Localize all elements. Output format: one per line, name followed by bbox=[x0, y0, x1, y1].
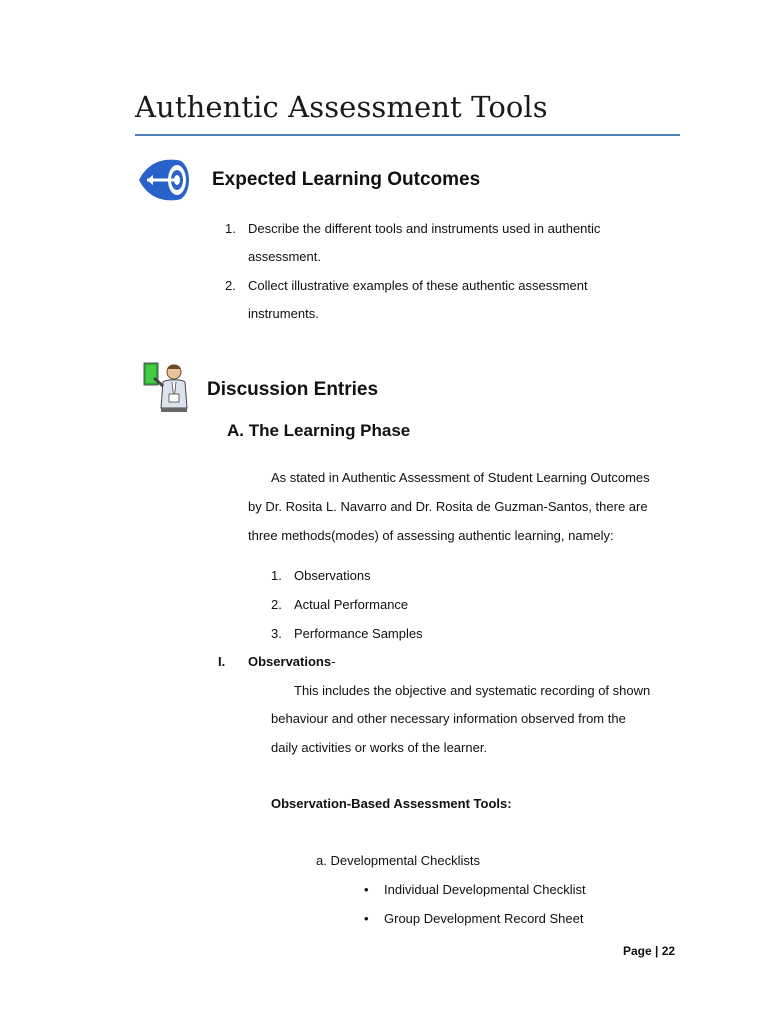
sub-item: a. Developmental Checklists bbox=[316, 853, 481, 868]
outcome-number: 1. bbox=[225, 221, 236, 236]
paragraph-line: behaviour and other necessary information observed from the bbox=[271, 711, 626, 726]
roman-heading-suffix: - bbox=[331, 654, 336, 669]
paragraph-line: As stated in Authentic Assessment of Student Learning Outcomes bbox=[271, 470, 650, 485]
roman-numeral: I. bbox=[218, 654, 226, 669]
outcome-text: instruments. bbox=[248, 306, 319, 321]
teacher-icon bbox=[142, 360, 192, 419]
method-label: Performance Samples bbox=[294, 626, 423, 641]
roman-heading-label: Observations bbox=[248, 654, 332, 669]
title-underline bbox=[135, 134, 680, 136]
page-label: Page bbox=[623, 944, 652, 958]
page-title: Authentic Assessment Tools bbox=[135, 90, 548, 124]
outcome-text: assessment. bbox=[248, 249, 321, 264]
page-number: 22 bbox=[661, 944, 676, 958]
paragraph-line: This includes the objective and systematic recording of shown bbox=[294, 683, 651, 698]
method-number: 3. bbox=[271, 626, 282, 641]
section-heading: A. The Learning Phase bbox=[227, 421, 411, 440]
method-label: Observations bbox=[294, 568, 371, 583]
bullet-glyph: • bbox=[364, 882, 369, 897]
page-separator: | bbox=[655, 944, 659, 958]
target-icon bbox=[133, 150, 195, 215]
outcome-text: Describe the different tools and instruments used in authentic bbox=[248, 221, 601, 236]
roman-heading bbox=[248, 654, 335, 669]
method-label: Actual Performance bbox=[294, 597, 409, 612]
outcomes-heading: Expected Learning Outcomes bbox=[212, 169, 481, 190]
bullet-glyph: • bbox=[364, 911, 369, 926]
subsection-heading: Observation-Based Assessment Tools: bbox=[271, 796, 512, 811]
paragraph-line: daily activities or works of the learner. bbox=[271, 740, 488, 755]
paragraph-line: by Dr. Rosita L. Navarro and Dr. Rosita de Guzman-Santos, there are bbox=[248, 499, 648, 514]
discussion-heading: Discussion Entries bbox=[207, 379, 379, 400]
bullet-label: Group Development Record Sheet bbox=[384, 911, 584, 926]
outcome-text: Collect illustrative examples of these authentic assessment bbox=[248, 278, 588, 293]
bullet-label: Individual Developmental Checklist bbox=[384, 882, 586, 897]
method-number: 1. bbox=[271, 568, 282, 583]
page-footer bbox=[623, 944, 675, 958]
paragraph-line: three methods(modes) of assessing authentic learning, namely: bbox=[248, 528, 614, 543]
outcome-number: 2. bbox=[225, 278, 236, 293]
method-number: 2. bbox=[271, 597, 282, 612]
